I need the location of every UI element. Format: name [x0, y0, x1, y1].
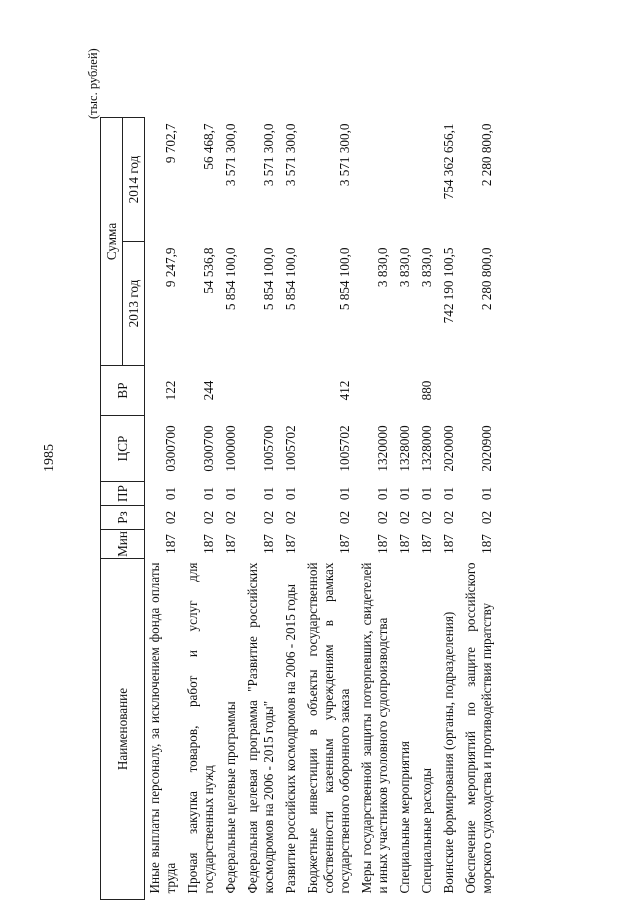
- table-row: [221, 118, 243, 900]
- table-row: [395, 118, 417, 900]
- cell-csr: 1005702: [337, 425, 352, 472]
- header-min: Мин: [101, 530, 145, 559]
- cell-y2013: 2 280 800,0: [479, 247, 494, 311]
- cell-y2013: 5 854 100,0: [337, 247, 352, 311]
- cell-name: Бюджетные инвестиции в объекты государственной собственности казенным учреждениям в рамках государственного оборонного заказа: [305, 562, 352, 894]
- cell-csr: 1005702: [283, 425, 298, 472]
- cell-csr: 2020900: [479, 425, 494, 472]
- cell-vr: [439, 366, 461, 416]
- cell-name: Специальные расходы: [419, 768, 434, 894]
- cell-rz: 02: [261, 510, 276, 525]
- cell-pr: 01: [201, 486, 216, 501]
- cell-min: 187: [375, 534, 390, 554]
- cell-y2014: 9 702,7: [163, 123, 178, 164]
- cell-csr: 1320000: [375, 425, 390, 472]
- cell-y2013: 5 854 100,0: [223, 247, 238, 311]
- cell-pr: 01: [163, 486, 178, 501]
- table-row: [417, 118, 439, 900]
- cell-y2014: 2 280 800,0: [479, 123, 494, 187]
- cell-y2013: 3 830,0: [397, 247, 412, 288]
- header-name: Наименование: [101, 559, 145, 900]
- cell-y2013: 5 854 100,0: [261, 247, 276, 311]
- cell-y2013: 3 830,0: [419, 247, 434, 288]
- units-label: (тыс. рублей): [86, 48, 100, 119]
- cell-min: 187: [201, 534, 216, 554]
- header-pr: ПР: [101, 482, 145, 506]
- cell-name: Специальные мероприятия: [397, 741, 412, 894]
- table-row: [243, 118, 281, 900]
- cell-pr: 01: [223, 486, 238, 501]
- cell-min: 187: [283, 534, 298, 554]
- cell-min: 187: [223, 534, 238, 554]
- cell-pr: 01: [283, 486, 298, 501]
- cell-rz: 02: [163, 510, 178, 525]
- header-2014: 2014 год: [123, 118, 145, 242]
- cell-pr: 01: [441, 486, 456, 501]
- cell-name: Воинские формирования (органы, подразделения): [441, 611, 456, 894]
- cell-rz: 02: [419, 510, 434, 525]
- cell-rz: 02: [375, 510, 390, 525]
- cell-y2014: 56 468,7: [201, 123, 216, 170]
- header-csr: ЦСР: [101, 416, 145, 482]
- cell-min: 187: [261, 534, 276, 554]
- cell-pr: 01: [397, 486, 412, 501]
- cell-y2014: [417, 118, 439, 242]
- cell-vr: [221, 366, 243, 416]
- cell-vr: 880: [419, 380, 434, 401]
- cell-vr: 412: [337, 380, 352, 401]
- cell-rz: 02: [337, 510, 352, 525]
- cell-name: Обеспечение мероприятий по защите российского морского судоходства и противодействия пиратству: [463, 562, 494, 894]
- cell-vr: 244: [201, 380, 216, 401]
- cell-rz: 02: [479, 510, 494, 525]
- cell-pr: 01: [375, 486, 390, 501]
- cell-name: Прочая закупка товаров, работ и услуг для государственных нужд: [185, 562, 216, 894]
- header-sum: Сумма: [101, 118, 123, 366]
- cell-csr: 2020000: [441, 425, 456, 472]
- table-row: [281, 118, 303, 900]
- cell-name: Федеральные целевые программы: [223, 701, 238, 894]
- cell-rz: 02: [201, 510, 216, 525]
- budget-table: [100, 117, 499, 900]
- cell-rz: 02: [441, 510, 456, 525]
- cell-rz: 02: [283, 510, 298, 525]
- cell-min: 187: [479, 534, 494, 554]
- cell-vr: [357, 366, 395, 416]
- cell-pr: 01: [419, 486, 434, 501]
- cell-csr: 0300700: [163, 425, 178, 472]
- cell-csr: 1000000: [223, 425, 238, 472]
- cell-y2014: [357, 118, 395, 242]
- table-row: [461, 118, 499, 900]
- cell-min: 187: [163, 534, 178, 554]
- cell-vr: [461, 366, 499, 416]
- cell-min: 187: [337, 534, 352, 554]
- cell-csr: 1328000: [397, 425, 412, 472]
- cell-pr: 01: [337, 486, 352, 501]
- cell-y2013: 3 830,0: [375, 247, 390, 288]
- cell-pr: 01: [479, 486, 494, 501]
- cell-y2014: 3 571 300,0: [261, 123, 276, 187]
- table-row: [439, 118, 461, 900]
- header-2013: 2013 год: [123, 242, 145, 366]
- cell-name: Развитие российских космодромов на 2006 - 2015 годы: [283, 584, 298, 894]
- cell-min: 187: [441, 534, 456, 554]
- cell-y2014: 3 571 300,0: [283, 123, 298, 187]
- table-row: [145, 118, 184, 900]
- cell-min: 187: [397, 534, 412, 554]
- cell-y2013: 54 536,8: [201, 247, 216, 294]
- cell-csr: 0300700: [201, 425, 216, 472]
- cell-csr: 1328000: [419, 425, 434, 472]
- cell-y2014: 3 571 300,0: [223, 123, 238, 187]
- table-row: [183, 118, 221, 900]
- cell-vr: 122: [163, 380, 178, 401]
- cell-vr: [243, 366, 281, 416]
- cell-vr: [395, 366, 417, 416]
- cell-vr: [281, 366, 303, 416]
- cell-name: Федеральная целевая программа "Развитие российских космодромов на 2006 - 2015 годы": [245, 562, 276, 894]
- cell-min: 187: [419, 534, 434, 554]
- cell-y2013: 9 247,9: [163, 247, 178, 288]
- header-rz: Рз: [101, 506, 145, 530]
- page-number: 1985: [42, 444, 57, 472]
- cell-y2014: 754 362 656,1: [441, 123, 456, 200]
- cell-rz: 02: [397, 510, 412, 525]
- cell-rz: 02: [223, 510, 238, 525]
- cell-y2014: [395, 118, 417, 242]
- table-row: [357, 118, 395, 900]
- cell-pr: 01: [261, 486, 276, 501]
- cell-y2014: 3 571 300,0: [337, 123, 352, 187]
- cell-y2013: 5 854 100,0: [283, 247, 298, 311]
- cell-name: Меры государственной защиты потерпевших, свидетелей и иных участников уголовного судопроизводства: [359, 562, 390, 894]
- header-vr: ВР: [101, 366, 145, 416]
- table-row: [303, 118, 357, 900]
- cell-csr: 1005700: [261, 425, 276, 472]
- cell-y2013: 742 190 100,5: [441, 247, 456, 324]
- cell-name: Иные выплаты персоналу, за исключением фонда оплаты труда: [147, 562, 178, 894]
